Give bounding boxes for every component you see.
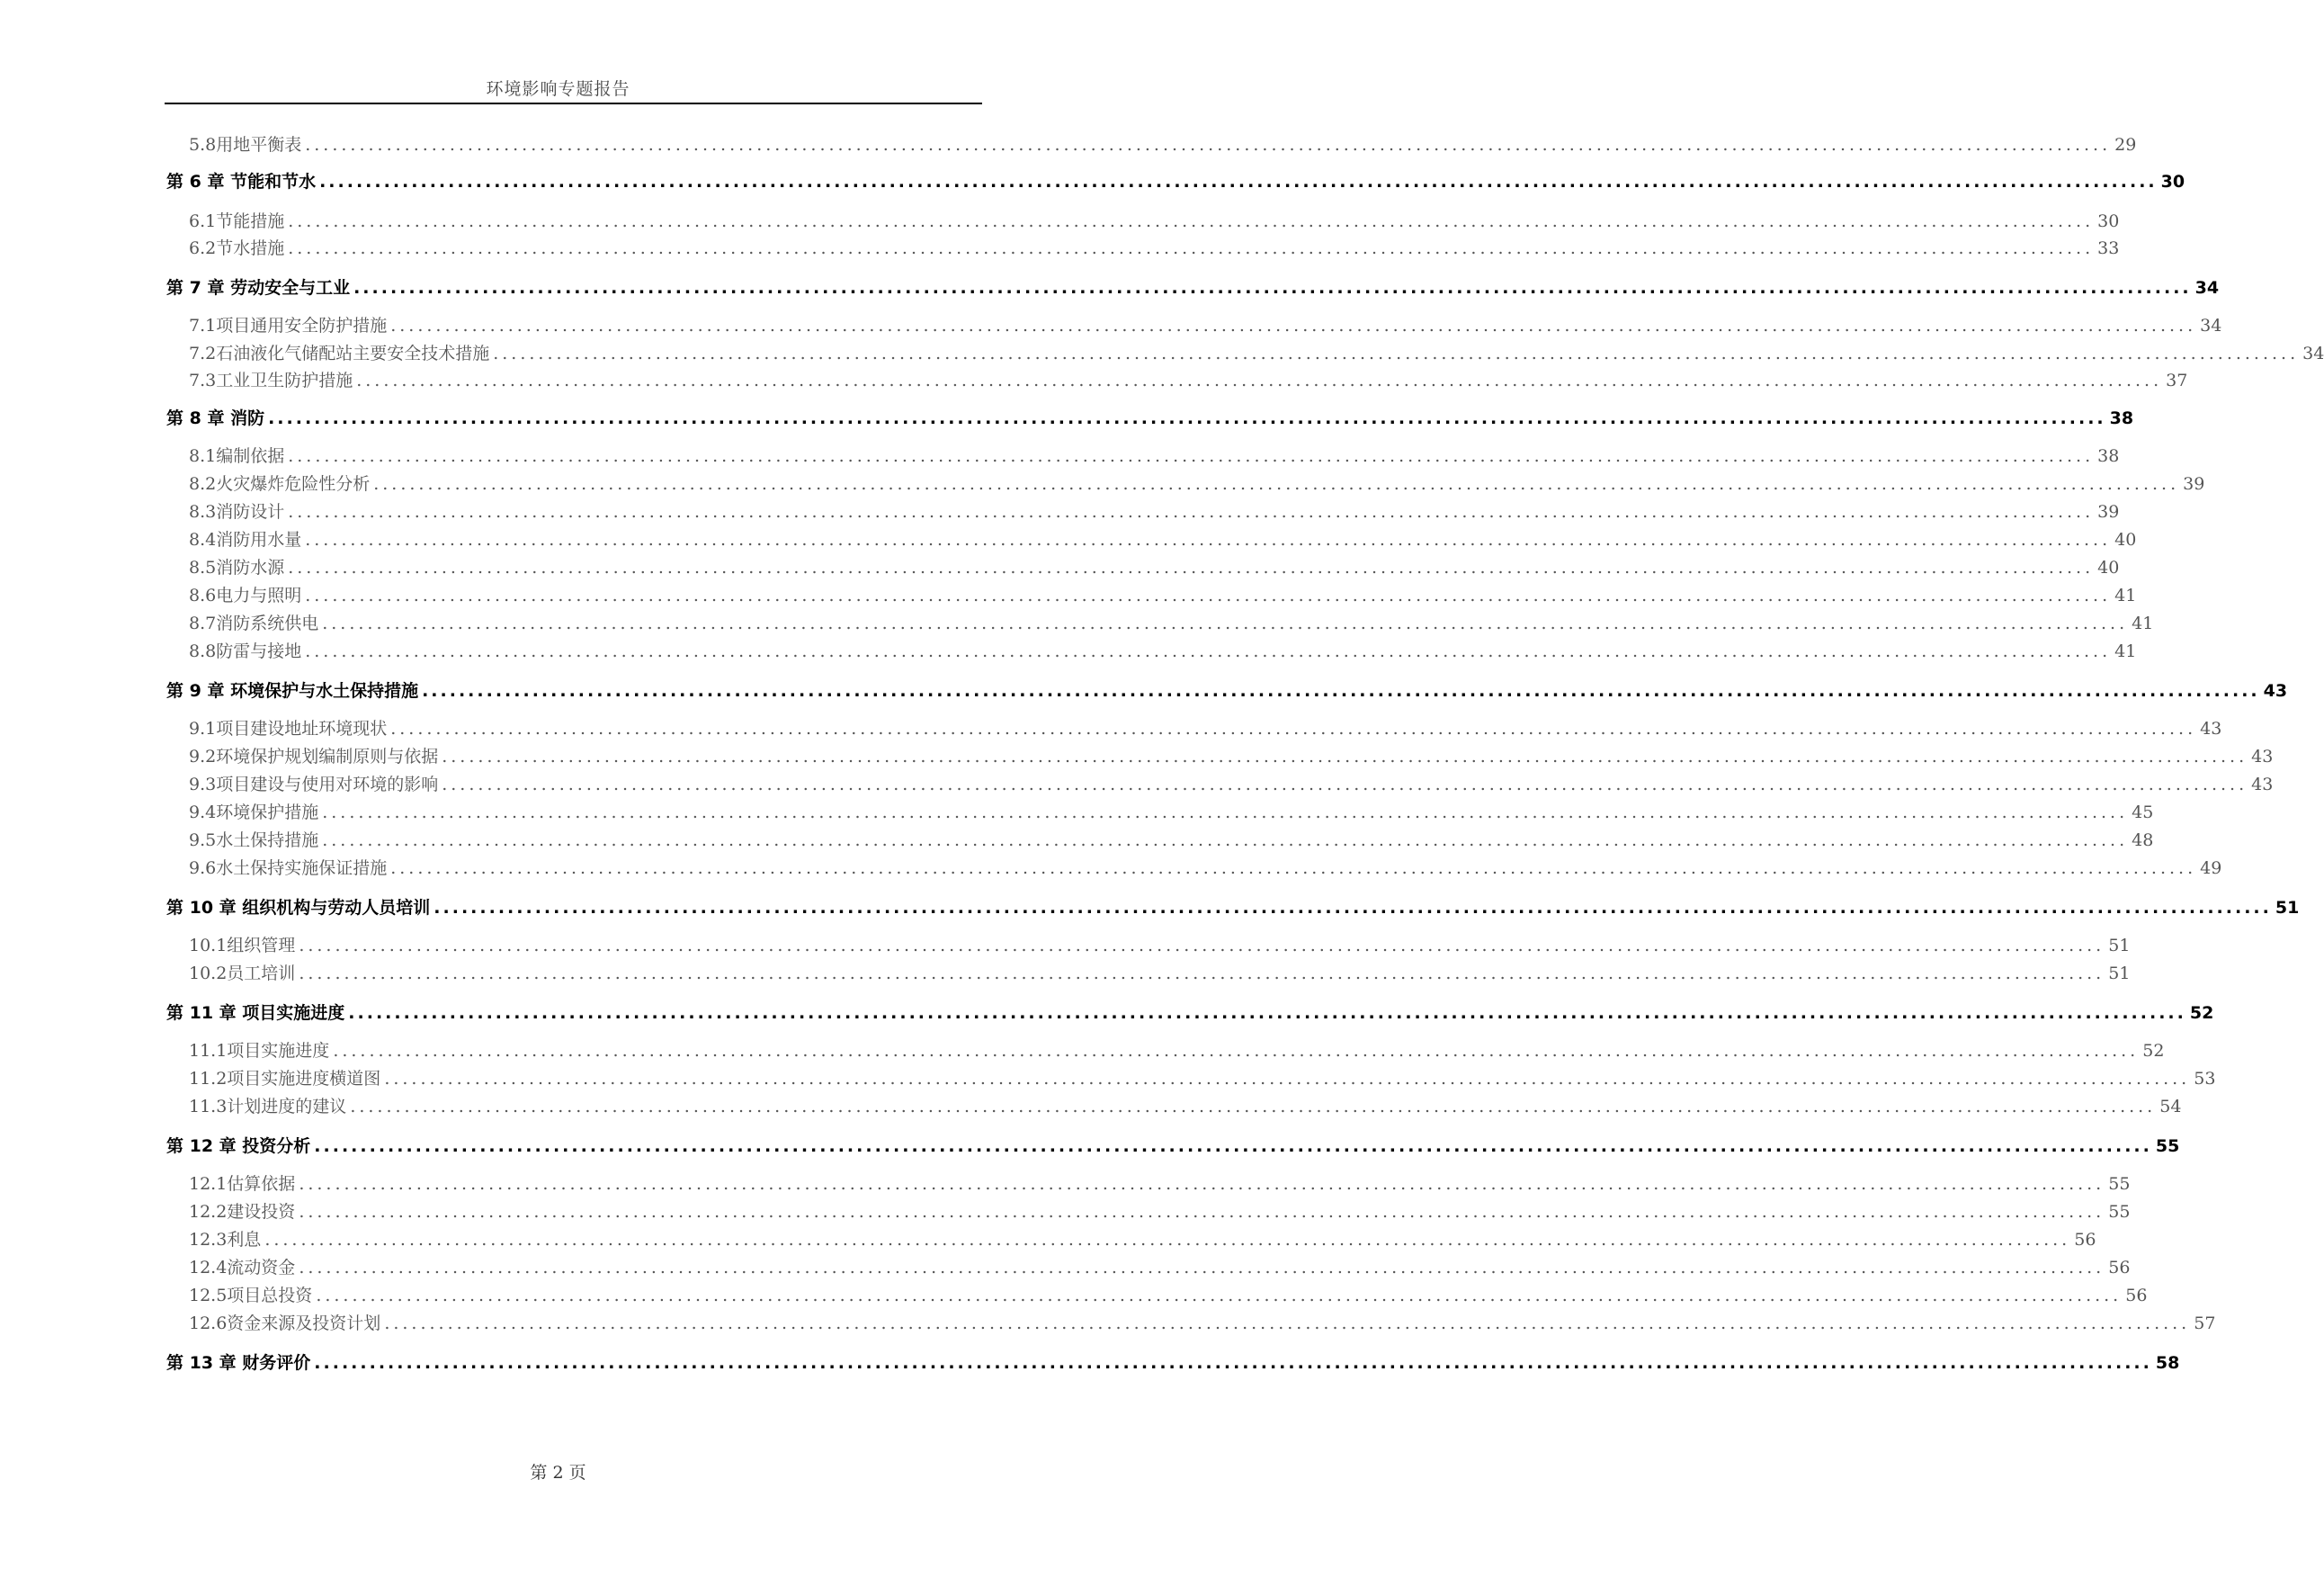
toc-dot-leader: ........................................................................................................................................................................................................ <box>390 719 2197 739</box>
toc-entry-page: 41 <box>2114 641 2137 661</box>
toc-entry-label: 8.8防雷与接地 <box>189 641 302 661</box>
header-title: 环境影响专题报告 <box>486 79 630 99</box>
toc-dot-leader: ........................................................................................................................................................................................................ <box>314 1353 2152 1373</box>
toc-chapter-entry[interactable] <box>166 894 2300 919</box>
toc-section-entry[interactable] <box>189 827 2154 852</box>
toc-section-entry[interactable] <box>189 1065 2216 1090</box>
toc-entry-label: 12.5项目总投资 <box>189 1286 313 1305</box>
toc-dot-leader: ........................................................................................................................................................................................................ <box>442 747 2248 767</box>
toc-entry-page: 53 <box>2194 1069 2216 1089</box>
toc-entry-page: 41 <box>2132 614 2154 633</box>
toc-entry-label: 6.1节能措施 <box>189 211 285 231</box>
toc-dot-leader: ........................................................................................................................................................................................................ <box>288 502 2095 522</box>
toc-dot-leader: ........................................................................................................................................................................................................ <box>348 1003 2186 1023</box>
toc-entry-label: 12.6资金来源及投资计划 <box>189 1314 381 1333</box>
toc-dot-leader: ........................................................................................................................................................................................................ <box>434 898 2272 918</box>
toc-entry-label: 11.3计划进度的建议 <box>189 1097 347 1116</box>
toc-entry-label: 第 9 章 环境保护与水土保持措施 <box>166 681 419 701</box>
toc-entry-page: 48 <box>2132 830 2154 850</box>
toc-section-entry[interactable] <box>189 799 2154 824</box>
toc-entry-page: 43 <box>2200 719 2222 739</box>
toc-section-entry[interactable] <box>189 610 2154 635</box>
toc-entry-page: 38 <box>2097 446 2120 466</box>
toc-entry-label: 8.2火灾爆炸危险性分析 <box>189 474 371 494</box>
toc-entry-label: 10.1组织管理 <box>189 936 296 955</box>
toc-entry-page: 51 <box>2275 898 2300 918</box>
toc-chapter-entry[interactable] <box>166 1000 2214 1025</box>
toc-section-entry[interactable] <box>189 1310 2216 1335</box>
toc-entry-label: 5.8用地平衡表 <box>189 135 302 155</box>
toc-chapter-entry[interactable] <box>166 274 2220 300</box>
toc-entry-label: 8.5消防水源 <box>189 558 285 578</box>
toc-section-entry[interactable] <box>189 1170 2131 1196</box>
toc-section-entry[interactable] <box>189 1093 2182 1118</box>
toc-dot-leader: ........................................................................................................................................................................................................ <box>288 446 2095 466</box>
toc-dot-leader: ........................................................................................................................................................................................................ <box>288 558 2095 578</box>
toc-entry-label: 第 7 章 劳动安全与工业 <box>166 278 351 298</box>
toc-entry-page: 52 <box>2142 1041 2165 1061</box>
toc-entry-label: 第 6 章 节能和节水 <box>166 172 317 192</box>
toc-section-entry[interactable] <box>189 235 2120 260</box>
toc-section-entry[interactable] <box>189 1037 2165 1062</box>
toc-section-entry[interactable] <box>189 471 2205 496</box>
toc-dot-leader: ........................................................................................................................................................................................................ <box>384 1314 2191 1333</box>
page-number: 第 2 页 <box>530 1463 586 1483</box>
toc-section-entry[interactable] <box>189 960 2131 985</box>
toc-dot-leader: ........................................................................................................................................................................................................ <box>316 1286 2123 1305</box>
toc-entry-label: 8.4消防用水量 <box>189 530 302 550</box>
toc-dot-leader: ........................................................................................................................................................................................................ <box>322 830 2129 850</box>
toc-section-entry[interactable] <box>189 1254 2131 1279</box>
toc-dot-leader: ........................................................................................................................................................................................................ <box>422 681 2260 701</box>
toc-dot-leader: ........................................................................................................................................................................................................ <box>288 238 2095 258</box>
toc-entry-page: 43 <box>2251 775 2274 794</box>
toc-section-entry[interactable] <box>189 312 2222 337</box>
toc-dot-leader: ........................................................................................................................................................................................................ <box>390 316 2197 336</box>
toc-entry-page: 58 <box>2155 1353 2180 1373</box>
header-divider <box>165 103 982 104</box>
toc-chapter-entry[interactable] <box>166 405 2134 430</box>
toc-dot-leader: ........................................................................................................................................................................................................ <box>333 1041 2140 1061</box>
toc-entry-label: 第 11 章 项目实施进度 <box>166 1003 345 1023</box>
toc-dot-leader: ........................................................................................................................................................................................................ <box>322 802 2129 822</box>
toc-chapter-entry[interactable] <box>166 677 2288 703</box>
toc-section-entry[interactable] <box>189 582 2137 607</box>
toc-entry-page: 55 <box>2108 1174 2131 1194</box>
toc-section-entry[interactable] <box>189 771 2274 796</box>
toc-entry-page: 34 <box>2194 278 2220 298</box>
toc-entry-label: 6.2节水措施 <box>189 238 285 258</box>
toc-section-entry[interactable] <box>189 1198 2131 1224</box>
toc-dot-leader: ........................................................................................................................................................................................................ <box>305 135 2112 155</box>
toc-section-entry[interactable] <box>189 554 2120 579</box>
toc-section-entry[interactable] <box>189 340 2324 365</box>
toc-section-entry[interactable] <box>189 367 2188 392</box>
toc-entry-page: 51 <box>2108 936 2131 955</box>
toc-section-entry[interactable] <box>189 855 2222 880</box>
toc-entry-label: 9.3项目建设与使用对环境的影响 <box>189 775 439 794</box>
toc-entry-label: 8.7消防系统供电 <box>189 614 319 633</box>
toc-entry-label: 11.2项目实施进度横道图 <box>189 1069 381 1089</box>
toc-entry-page: 45 <box>2132 802 2154 822</box>
toc-entry-page: 43 <box>2263 681 2288 701</box>
toc-dot-leader: ........................................................................................................................................................................................................ <box>350 1097 2157 1116</box>
toc-section-entry[interactable] <box>189 498 2120 524</box>
toc-entry-label: 9.5水土保持措施 <box>189 830 319 850</box>
toc-entry-label: 10.2员工培训 <box>189 964 296 983</box>
toc-entry-label: 第 13 章 财务评价 <box>166 1353 311 1373</box>
toc-entry-page: 41 <box>2114 586 2137 605</box>
toc-section-entry[interactable] <box>189 1226 2096 1251</box>
toc-entry-label: 12.1估算依据 <box>189 1174 296 1194</box>
toc-dot-leader: ........................................................................................................................................................................................................ <box>356 371 2163 390</box>
toc-entry-label: 8.1编制依据 <box>189 446 285 466</box>
toc-entry-page: 51 <box>2108 964 2131 983</box>
toc-entry-page: 49 <box>2200 858 2222 878</box>
toc-dot-leader: ........................................................................................................................................................................................................ <box>299 964 2105 983</box>
toc-entry-page: 52 <box>2189 1003 2214 1023</box>
toc-dot-leader: ........................................................................................................................................................................................................ <box>264 1230 2071 1250</box>
toc-chapter-entry[interactable] <box>166 1133 2180 1158</box>
toc-entry-label: 第 10 章 组织机构与劳动人员培训 <box>166 898 431 918</box>
toc-dot-leader: ........................................................................................................................................................................................................ <box>305 641 2112 661</box>
toc-entry-label: 7.1项目通用安全防护措施 <box>189 316 388 336</box>
toc-entry-page: 30 <box>2097 211 2120 231</box>
toc-entry-label: 12.3利息 <box>189 1230 262 1250</box>
toc-section-entry[interactable] <box>189 443 2120 468</box>
toc-entry-page: 33 <box>2097 238 2120 258</box>
toc-entry-page: 34 <box>2200 316 2222 336</box>
toc-entry-page: 38 <box>2109 408 2134 428</box>
toc-section-entry[interactable] <box>189 1282 2148 1307</box>
toc-dot-leader: ........................................................................................................................................................................................................ <box>299 1174 2105 1194</box>
toc-entry-page: 39 <box>2183 474 2205 494</box>
toc-dot-leader: ........................................................................................................................................................................................................ <box>314 1136 2152 1156</box>
toc-entry-label: 11.1项目实施进度 <box>189 1041 330 1061</box>
toc-chapter-entry[interactable] <box>166 168 2185 193</box>
toc-entry-page: 34 <box>2302 344 2324 363</box>
toc-dot-leader: ........................................................................................................................................................................................................ <box>384 1069 2191 1089</box>
toc-section-entry[interactable] <box>189 932 2131 957</box>
toc-entry-page: 54 <box>2159 1097 2182 1116</box>
toc-entry-page: 43 <box>2251 747 2274 767</box>
toc-dot-leader: ........................................................................................................................................................................................................ <box>390 858 2197 878</box>
toc-dot-leader: ........................................................................................................................................................................................................ <box>299 936 2105 955</box>
toc-section-entry[interactable] <box>189 526 2137 551</box>
toc-section-entry[interactable] <box>189 638 2137 663</box>
toc-entry-label: 8.6电力与照明 <box>189 586 302 605</box>
toc-entry-page: 39 <box>2097 502 2120 522</box>
toc-entry-label: 9.6水土保持实施保证措施 <box>189 858 388 878</box>
toc-entry-label: 7.3工业卫生防护措施 <box>189 371 353 390</box>
toc-entry-label: 7.2石油液化气储配站主要安全技术措施 <box>189 344 490 363</box>
toc-dot-leader: ........................................................................................................................................................................................................ <box>353 278 2192 298</box>
toc-dot-leader: ........................................................................................................................................................................................................ <box>442 775 2248 794</box>
toc-entry-page: 40 <box>2097 558 2120 578</box>
toc-entry-page: 57 <box>2194 1314 2216 1333</box>
toc-section-entry[interactable] <box>189 715 2222 740</box>
toc-entry-page: 29 <box>2114 135 2137 155</box>
toc-dot-leader: ........................................................................................................................................................................................................ <box>493 344 2300 363</box>
toc-entry-label: 8.3消防设计 <box>189 502 285 522</box>
toc-entry-page: 55 <box>2108 1202 2131 1222</box>
toc-dot-leader: ........................................................................................................................................................................................................ <box>373 474 2180 494</box>
toc-entry-label: 12.2建设投资 <box>189 1202 296 1222</box>
toc-entry-page: 55 <box>2155 1136 2180 1156</box>
toc-dot-leader: ........................................................................................................................................................................................................ <box>322 614 2129 633</box>
toc-entry-label: 9.4环境保护措施 <box>189 802 319 822</box>
toc-dot-leader: ........................................................................................................................................................................................................ <box>305 530 2112 550</box>
toc-entry-label: 第 12 章 投资分析 <box>166 1136 311 1156</box>
toc-entry-label: 9.2环境保护规划编制原则与依据 <box>189 747 439 767</box>
toc-dot-leader: ........................................................................................................................................................................................................ <box>319 172 2158 192</box>
toc-entry-label: 第 8 章 消防 <box>166 408 265 428</box>
toc-entry-page: 30 <box>2160 172 2185 192</box>
toc-section-entry[interactable] <box>189 743 2274 768</box>
toc-dot-leader: ........................................................................................................................................................................................................ <box>268 408 2106 428</box>
toc-dot-leader: ........................................................................................................................................................................................................ <box>305 586 2112 605</box>
toc-entry-page: 56 <box>2074 1230 2096 1250</box>
toc-section-entry[interactable] <box>189 131 2137 157</box>
toc-entry-page: 56 <box>2108 1258 2131 1278</box>
toc-entry-page: 56 <box>2125 1286 2148 1305</box>
toc-dot-leader: ........................................................................................................................................................................................................ <box>299 1202 2105 1222</box>
toc-dot-leader: ........................................................................................................................................................................................................ <box>299 1258 2105 1278</box>
toc-entry-page: 40 <box>2114 530 2137 550</box>
toc-section-entry[interactable] <box>189 208 2120 233</box>
toc-entry-label: 12.4流动资金 <box>189 1258 296 1278</box>
toc-dot-leader: ........................................................................................................................................................................................................ <box>288 211 2095 231</box>
toc-entry-page: 37 <box>2166 371 2188 390</box>
toc-chapter-entry[interactable] <box>166 1349 2180 1375</box>
toc-entry-label: 9.1项目建设地址环境现状 <box>189 719 388 739</box>
